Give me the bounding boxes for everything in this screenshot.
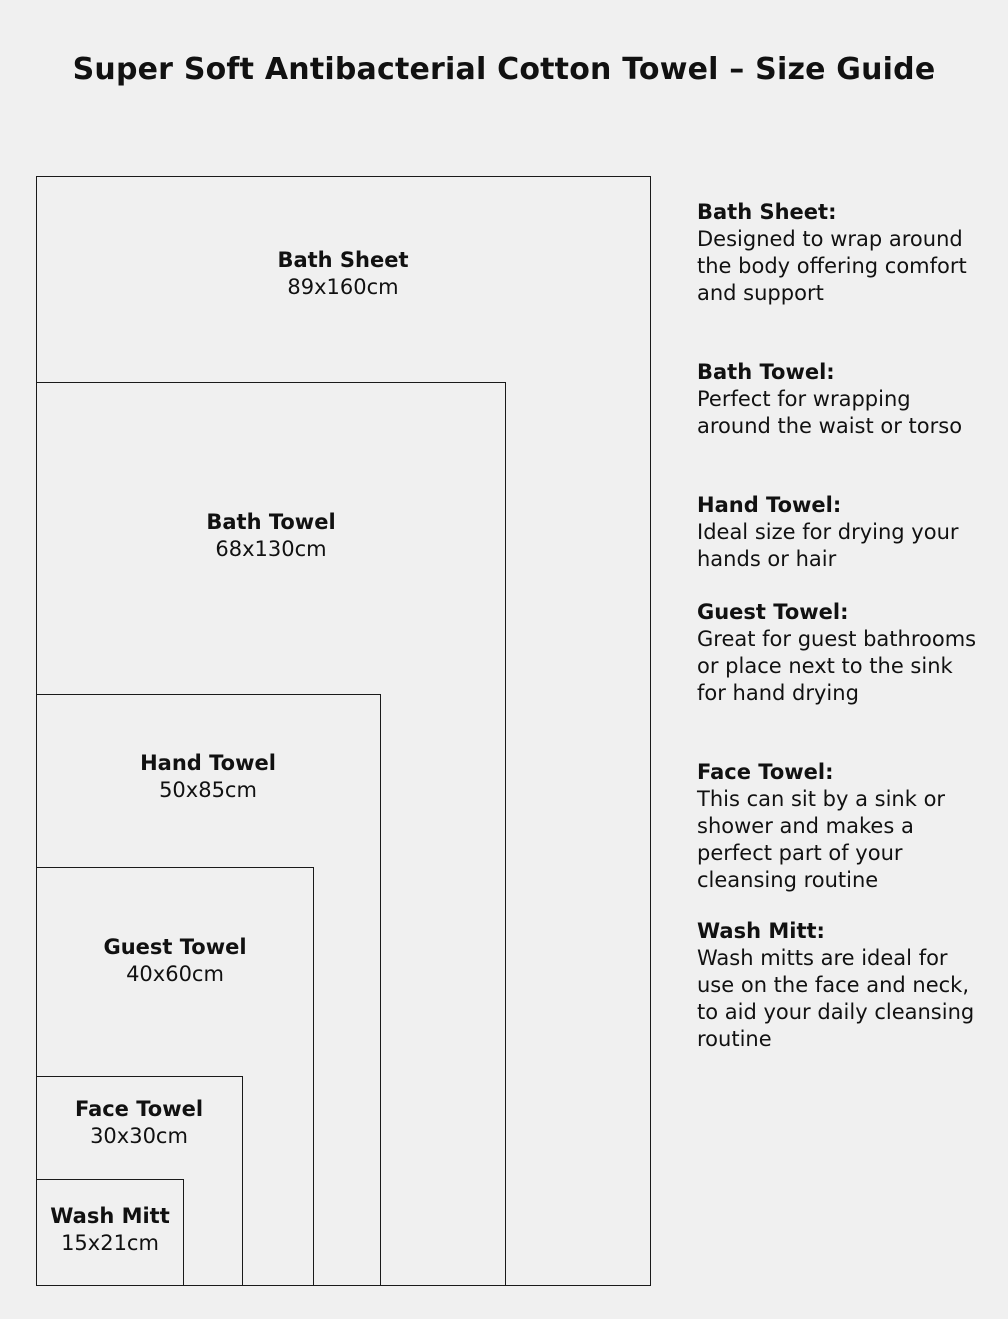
desc-heading: Wash Mitt: — [697, 919, 825, 943]
desc-text: Wash mitts are ideal for use on the face and neck, to aid your daily cleansing routine — [697, 946, 975, 1051]
size-dims: 89x160cm — [287, 275, 399, 299]
desc-heading: Bath Towel: — [697, 360, 835, 384]
label-face-towel — [39, 1096, 239, 1150]
desc-heading: Hand Towel: — [697, 493, 842, 517]
size-name: Wash Mitt — [50, 1204, 170, 1228]
page-title: Super Soft Antibacterial Cotton Towel – Size Guide — [72, 52, 936, 87]
desc-heading: Guest Towel: — [697, 600, 849, 624]
size-name: Face Towel — [74, 1097, 204, 1121]
desc-text: Ideal size for drying your hands or hair — [697, 520, 959, 571]
desc-guest-towel — [697, 599, 987, 707]
size-name: Bath Towel — [206, 510, 336, 534]
label-bath-towel — [71, 509, 471, 563]
desc-hand-towel — [697, 492, 987, 573]
desc-wash-mitt — [697, 918, 987, 1053]
desc-heading: Bath Sheet: — [697, 200, 837, 224]
desc-bath-sheet — [697, 199, 987, 307]
size-name: Hand Towel — [140, 751, 276, 775]
size-dims: 30x30cm — [90, 1124, 188, 1148]
size-name: Bath Sheet — [277, 248, 409, 272]
label-bath-sheet — [143, 247, 543, 301]
size-dims: 15x21cm — [61, 1231, 159, 1255]
desc-text: This can sit by a sink or shower and makes a perfect part of your cleansing routine — [697, 787, 946, 892]
label-guest-towel — [45, 934, 305, 988]
size-dims: 68x130cm — [215, 537, 327, 561]
desc-bath-towel — [697, 359, 987, 440]
label-wash-mitt — [38, 1203, 182, 1257]
label-hand-towel — [58, 750, 358, 804]
size-dims: 40x60cm — [126, 962, 224, 986]
desc-text: Perfect for wrapping around the waist or torso — [697, 387, 963, 438]
size-name: Guest Towel — [103, 935, 247, 959]
desc-face-towel — [697, 759, 987, 894]
size-dims: 50x85cm — [159, 778, 257, 802]
desc-heading: Face Towel: — [697, 760, 834, 784]
desc-text: Designed to wrap around the body offering comfort and support — [697, 227, 967, 305]
desc-text: Great for guest bathrooms or place next to the sink for hand drying — [697, 627, 977, 705]
